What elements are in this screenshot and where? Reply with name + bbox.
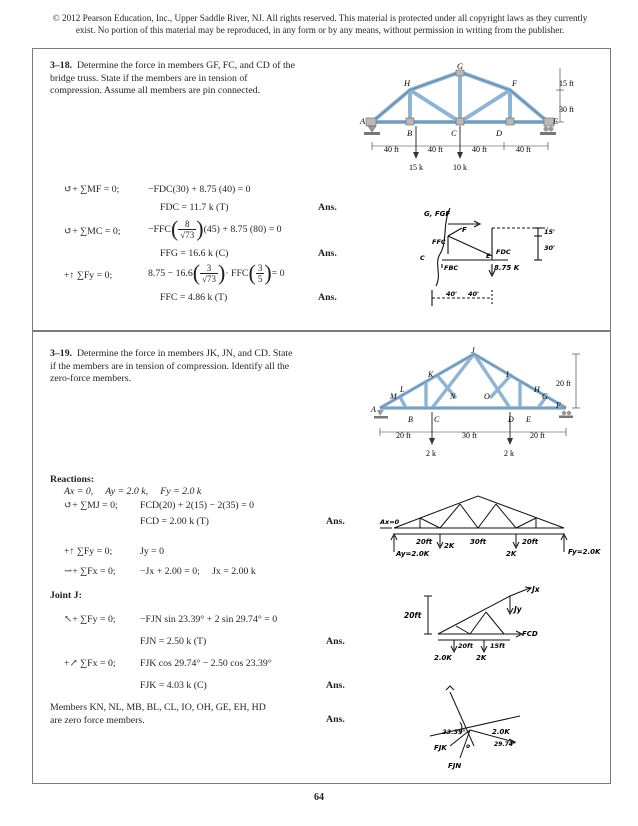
result-fjn: FJN = 2.50 k (T): [140, 636, 207, 647]
label-f: F: [512, 79, 518, 88]
sketch-2k-b: 2K: [506, 550, 517, 558]
sketch-20ft-height: 20ft: [404, 611, 422, 620]
sketch-d40a: 40': [446, 290, 458, 298]
sketch-fjk: FJK: [434, 744, 447, 752]
eq-joint-fx-rhs: FJK cos 29.74° − 2.50 cos 23.39°: [140, 658, 272, 669]
sketch-d30: 30': [544, 244, 556, 252]
eq-fy-rhs: Jy = 0: [140, 546, 165, 557]
copyright-line-2: exist. No portion of this material may be reproduced, in any form or by any means, without permission in writing from the publisher.: [75, 25, 565, 35]
free-body-sketch-joint-j: [420, 686, 540, 772]
dim-30-ft: 30 ft: [559, 105, 574, 114]
problem-3-19-statement: [50, 348, 300, 386]
eq-fy-rhs: 8.75 − 16.6 ( 3 √73 ) · FFC ( 3 5 ) = 0: [148, 260, 285, 285]
span-2: 30 ft: [462, 431, 477, 440]
sketch-20ft-b: 20ft: [522, 538, 539, 546]
eq-fy-lhs: +↑ ∑Fy = 0;: [64, 546, 113, 557]
eq-joint-fy-rhs: −FJN sin 23.39° + 2 sin 29.74° = 0: [140, 614, 278, 625]
eq-term: (45) + 8.75 (80) = 0: [203, 223, 282, 235]
load-2k-1: 2 k: [426, 449, 436, 458]
problem-text: Determine the force in members GF, FC, and CD of the bridge truss. State if the members are in tension of compression. Assume all members are pin connected.: [50, 60, 295, 96]
eq-moment-f-rhs: −FDC(30) + 8.75 (40) = 0: [148, 184, 251, 195]
label-d: D: [508, 415, 514, 424]
sketch-fbc: FBC: [444, 264, 459, 272]
sketch-d40b: 40': [468, 290, 480, 298]
sketch-15ft: 15ft: [490, 642, 505, 650]
sketch-fdc: FDC: [496, 248, 511, 256]
label-j: J: [471, 346, 475, 355]
eq-joint-fy-lhs: ↖+ ∑Fy = 0;: [64, 614, 116, 625]
result-ffc: FFC = 4.86 k (T): [160, 292, 228, 303]
sketch-20ft: 20ft: [458, 642, 473, 650]
eq-moment-c-lhs: ↺+ ∑MC = 0;: [64, 226, 121, 237]
eq-fy-lhs: +↑ ∑Fy = 0;: [64, 270, 113, 281]
sketch-d15: 15': [544, 228, 556, 236]
span-4: 40 ft: [516, 145, 531, 154]
label-g: G: [457, 62, 464, 71]
sketch-e: E: [486, 252, 491, 260]
label-c: C: [451, 129, 457, 138]
sketch-g-fgf: G, FGF: [424, 210, 451, 218]
fraction-3-over-root73: 3 √73: [202, 262, 216, 284]
free-body-sketch-reactions: [380, 490, 601, 562]
label-m: M: [390, 392, 397, 401]
joint-j-heading: Joint J:: [50, 590, 82, 601]
sketch-o: o: [466, 743, 471, 750]
eq-term: −FFC: [148, 223, 171, 235]
dim-20-ft-height: 20 ft: [556, 379, 571, 388]
label-b: B: [407, 129, 413, 138]
answer-label-jk: Ans.: [326, 680, 345, 691]
sketch-angle-2339: 23.39°: [442, 728, 466, 736]
label-c: C: [434, 415, 440, 424]
eq-moment-j-rhs: FCD(20) + 2(15) − 2(35) = 0: [140, 500, 254, 511]
label-e: E: [526, 415, 531, 424]
label-h: H: [404, 79, 411, 88]
sketch-force-875: 8.75 K: [494, 264, 520, 272]
eq-fx-lhs: ⇀+ ∑Fx = 0;: [64, 566, 116, 577]
label-f: F: [556, 401, 561, 410]
eq-moment-c-rhs: −FFC ( 8 √73 ) (45) + 8.75 (80) = 0: [148, 216, 282, 241]
label-o: O: [484, 392, 490, 401]
fraction-3-over-5: 3 5: [257, 262, 263, 284]
span-1: 20 ft: [396, 431, 411, 440]
sketch-c: C: [420, 254, 425, 262]
span-2: 40 ft: [428, 145, 443, 154]
sketch-ay: Ay=2.0K: [396, 550, 430, 558]
label-d: D: [496, 129, 503, 138]
label-i: I: [506, 370, 509, 379]
result-fdc: FDC = 11.7 k (T): [160, 202, 229, 213]
answer-label-2: Ans.: [318, 248, 337, 259]
free-body-sketch-3-18: [418, 206, 568, 312]
load-15k: 15 k: [409, 163, 423, 172]
sketch-fcd: FCD: [522, 630, 538, 638]
answer-label-1: Ans.: [318, 202, 337, 213]
dim-15-ft: 15 ft: [559, 79, 574, 88]
label-l: L: [400, 385, 405, 394]
problem-number: 3–18.: [50, 60, 73, 71]
sketch-jx: Jx: [532, 585, 540, 594]
problem-3-18-statement: [50, 60, 296, 98]
label-g: G: [542, 392, 548, 401]
fraction-8-over-root73: 8 √73: [180, 218, 195, 240]
problem-text: Determine the force in members JK, JN, and CD. State if the members are in tension of compression. Identify all the zero-force members.: [50, 348, 293, 384]
answer-label-jn: Ans.: [326, 636, 345, 647]
sketch-angle-2974: 29.74°: [494, 741, 516, 748]
bridge-truss-figure: [352, 60, 592, 180]
copyright-line-1: © 2012 Pearson Education, Inc., Upper Saddle River, NJ. All rights reserved. This material is protected under all copyright laws as they currently: [52, 13, 588, 23]
sketch-ffc: FFC: [432, 238, 446, 246]
problem-number: 3–19.: [50, 348, 73, 359]
load-10k: 10 k: [453, 163, 467, 172]
result-fjk: FJK = 4.03 k (C): [140, 680, 207, 691]
span-1: 40 ft: [384, 145, 399, 154]
label-h: H: [534, 385, 540, 394]
reactions-heading: Reactions:: [50, 474, 95, 485]
sketch-fjn: FJN: [448, 762, 462, 770]
sketch-20ft-a: 20ft: [416, 538, 433, 546]
answer-label-3: Ans.: [318, 292, 337, 303]
sketch-30ft: 30ft: [470, 538, 487, 546]
eq-joint-fx-lhs: +↗ ∑Fx = 0;: [64, 658, 116, 669]
sketch-2k: 2K: [476, 654, 487, 662]
page-number: 64: [314, 792, 324, 803]
sketch-2-0k: 2.0K: [434, 654, 452, 662]
zero-force-members: Members KN, NL, MB, BL, CL, IO, OH, GE, EH, HD are zero force members.: [50, 702, 266, 726]
result-ffg: FFG = 16.6 k (C): [160, 248, 229, 259]
sketch-jy: Jy: [514, 605, 522, 614]
span-3: 40 ft: [472, 145, 487, 154]
reactions-values: Ax = 0, Ay = 2.0 k, Fy = 2.0 k: [64, 486, 202, 497]
label-k: K: [428, 370, 434, 379]
label-b: B: [408, 415, 413, 424]
load-2k-2: 2 k: [504, 449, 514, 458]
eq-fx-rhs: −Jx + 2.00 = 0; Jx = 2.00 k: [140, 566, 256, 577]
label-n: N: [450, 392, 456, 401]
roof-truss-figure: [370, 346, 590, 462]
sketch-ax: Ax=0: [380, 518, 400, 526]
eq-moment-f-lhs: ↺+ ∑MF = 0;: [64, 184, 120, 195]
answer-label-cd: Ans.: [326, 516, 345, 527]
label-e: E: [553, 117, 559, 126]
span-3: 20 ft: [530, 431, 545, 440]
label-a: A: [371, 405, 376, 414]
result-fcd: FCD = 2.00 k (T): [140, 516, 209, 527]
eq-moment-j-lhs: ↺+ ∑MJ = 0;: [64, 500, 118, 511]
sketch-fy: Fy=2.0K: [568, 548, 601, 556]
answer-label-zero: Ans.: [326, 714, 345, 725]
sketch-f: F: [462, 226, 467, 234]
sketch-2k-a: 2K: [444, 542, 455, 550]
free-body-sketch-section: [400, 584, 560, 666]
label-a: A: [360, 117, 366, 126]
sketch-2-0k: 2.0K: [492, 728, 510, 736]
